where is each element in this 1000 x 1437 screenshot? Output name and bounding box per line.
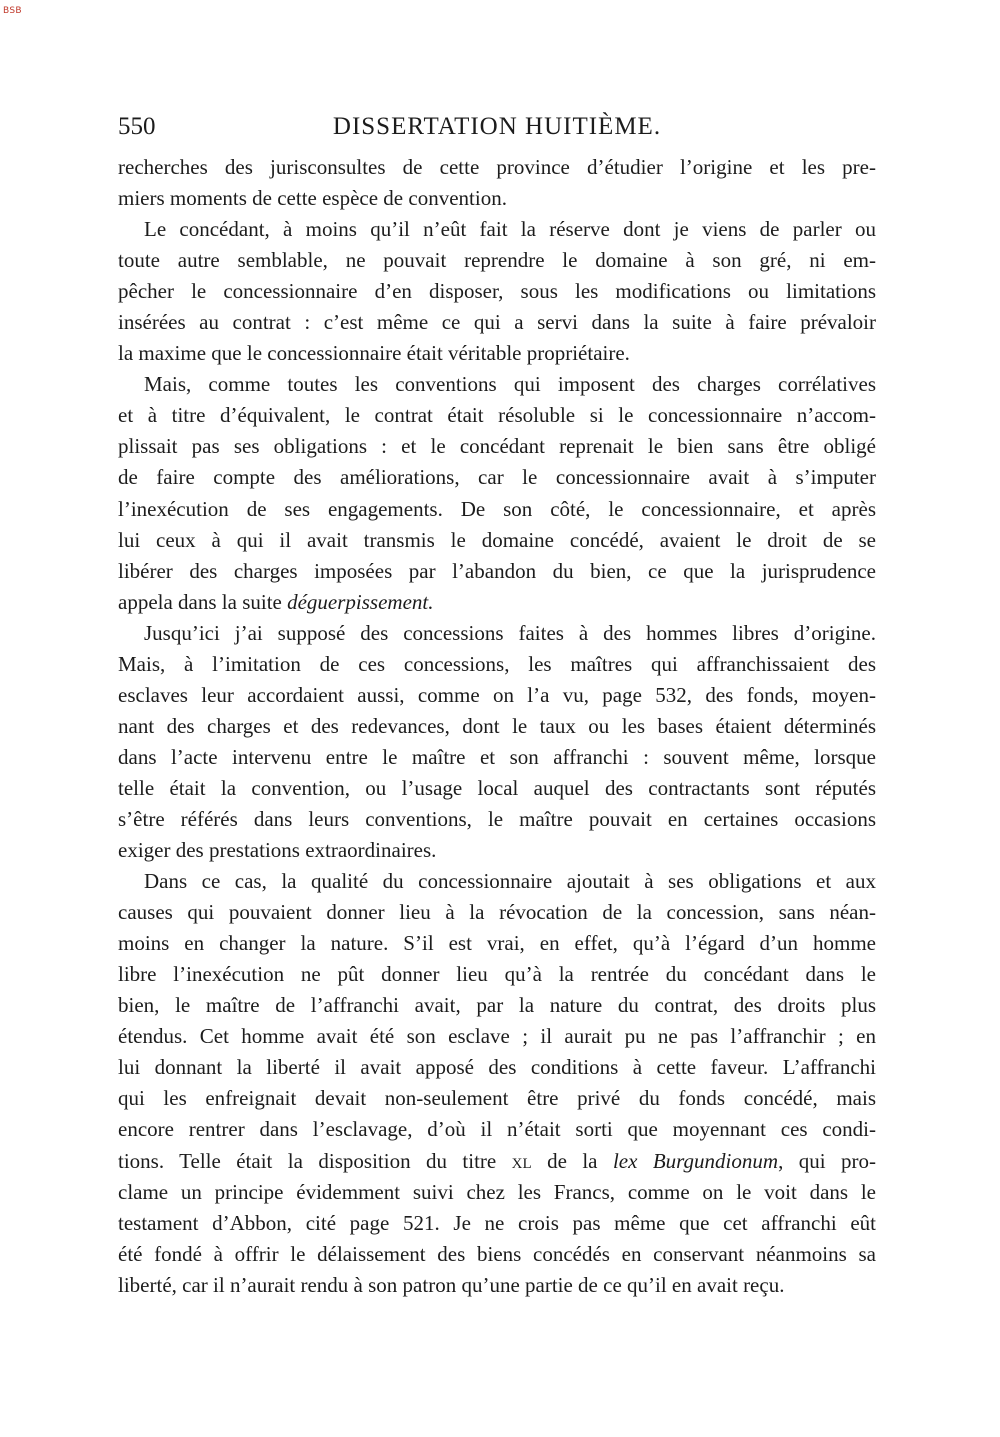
paragraph (118, 369, 876, 617)
text-line: Mais, comme toutes les conventions qui imposent des charges corrélatives (144, 372, 876, 397)
paragraph (118, 618, 876, 866)
text-fragment: de la (531, 1148, 613, 1173)
text-line: lui ceux à qui il avait transmis le domaine concédé, avaient le droit de se (118, 527, 876, 552)
text-line: s’être référés dans leurs conventions, le maître pouvait en certaines occasions (118, 806, 876, 831)
text-line: liberté, car il n’aurait rendu à son patron qu’une partie de ce qu’il en avait reçu. (118, 1272, 785, 1297)
text-line: telle était la convention, ou l’usage local auquel des contractants sont réputés (118, 775, 876, 800)
text-line: testament d’Abbon, cité page 521. Je ne crois pas même que cet affranchi eût (118, 1210, 876, 1235)
text-fragment: tions. Telle était la disposition du titre (118, 1148, 512, 1173)
text-line: encore rentrer dans l’esclavage, d’où il n’était sorti que moyennant ces condi- (118, 1117, 876, 1142)
text-line: l’inexécution de ses engagements. De son côté, le concessionnaire, et après (118, 496, 876, 521)
text-line: libérer des charges imposées par l’abandon du bien, ce que la jurisprudence (118, 558, 876, 583)
text-line: esclaves leur accordaient aussi, comme on l’a vu, page 532, des fonds, moyen- (118, 682, 876, 707)
emphasis-term: déguerpissement. (287, 589, 434, 614)
text-line: étendus. Cet homme avait été son esclave ; il aurait pu ne pas l’affranchir ; en (118, 1024, 876, 1049)
text-line: Jusqu’ici j’ai supposé des concessions faites à des hommes libres d’origine. (144, 620, 876, 645)
text-line: lui donnant la liberté il avait apposé des conditions à cette faveur. L’affranchi (118, 1055, 876, 1080)
text-line: la maxime que le concessionnaire était véritable propriétaire. (118, 341, 630, 366)
text-line: bien, le maître de l’affranchi avait, par la nature du contrat, des droits plus (118, 993, 876, 1018)
page-number: 550 (118, 113, 156, 140)
text-line: recherches des jurisconsultes de cette province d’étudier l’origine et les pre- (118, 155, 876, 179)
paragraph (118, 152, 876, 214)
text-line: qui les enfreignait devait non-seulement être privé du fonds concédé, mais (118, 1086, 876, 1111)
text-line: libre l’inexécution ne pût donner lieu qu’à la rentrée du concédant dans le (118, 962, 876, 987)
paragraph (118, 214, 876, 369)
text-line (118, 1146, 876, 1177)
text-line: Dans ce cas, la qualité du concessionnaire ajoutait à ses obligations et aux (144, 869, 876, 894)
paragraph (118, 866, 876, 1301)
text-line: Le concédant, à moins qu’il n’eût fait la réserve dont je viens de parler ou (144, 217, 876, 242)
text-line: nant des charges et des redevances, dont le taux ou les bases étaient déterminés (118, 713, 876, 738)
page-header (118, 113, 876, 143)
text-line: dans l’acte intervenu entre le maître et son affranchi : souvent même, lorsque (118, 744, 876, 769)
text-line: causes qui pouvaient donner lieu à la révocation de la concession, sans néan- (118, 900, 876, 925)
text-line: plissait pas ses obligations : et le concédant reprenait le bien sans être obligé (118, 434, 876, 459)
emphasis-term: lex Burgundionum (612, 1148, 779, 1173)
text-line: exiger des prestations extraordinaires. (118, 838, 437, 863)
text-line (118, 587, 876, 618)
text-line: été fondé à offrir le délaissement des biens concédés en conservant néanmoins sa (118, 1241, 876, 1266)
text-line: de faire compte des améliorations, car le concessionnaire avait à s’imputer (118, 465, 876, 490)
text-fragment: , qui pro- (778, 1148, 876, 1173)
text-line: Mais, à l’imitation de ces concessions, les maîtres qui affranchissaient des (118, 651, 876, 676)
text-line: miers moments de cette espèce de convention. (118, 186, 507, 211)
library-watermark: BSB (3, 6, 22, 16)
text-line: insérées au contrat : c’est même ce qui a servi dans la suite à faire prévaloir (118, 310, 876, 335)
running-title: DISSERTATION HUITIÈME. (332, 113, 662, 140)
text-line: clame un principe évidemment suivi chez les Francs, comme on le voit dans le (118, 1179, 876, 1204)
text-line: toute autre semblable, ne pouvait reprendre le domaine à son gré, ni em- (118, 248, 876, 273)
text-line: et à titre d’équivalent, le contrat était résoluble si le concessionnaire n’accom- (118, 403, 876, 428)
text-line: pêcher le concessionnaire d’en disposer, sous les modifications ou limitations (118, 279, 876, 304)
title-numeral: xl (511, 1148, 532, 1173)
body-text (118, 152, 876, 1301)
text-line: moins en changer la nature. S’il est vrai, en effet, qu’à l’égard d’un homme (118, 931, 876, 956)
text-fragment: appela dans la suite (118, 589, 288, 614)
